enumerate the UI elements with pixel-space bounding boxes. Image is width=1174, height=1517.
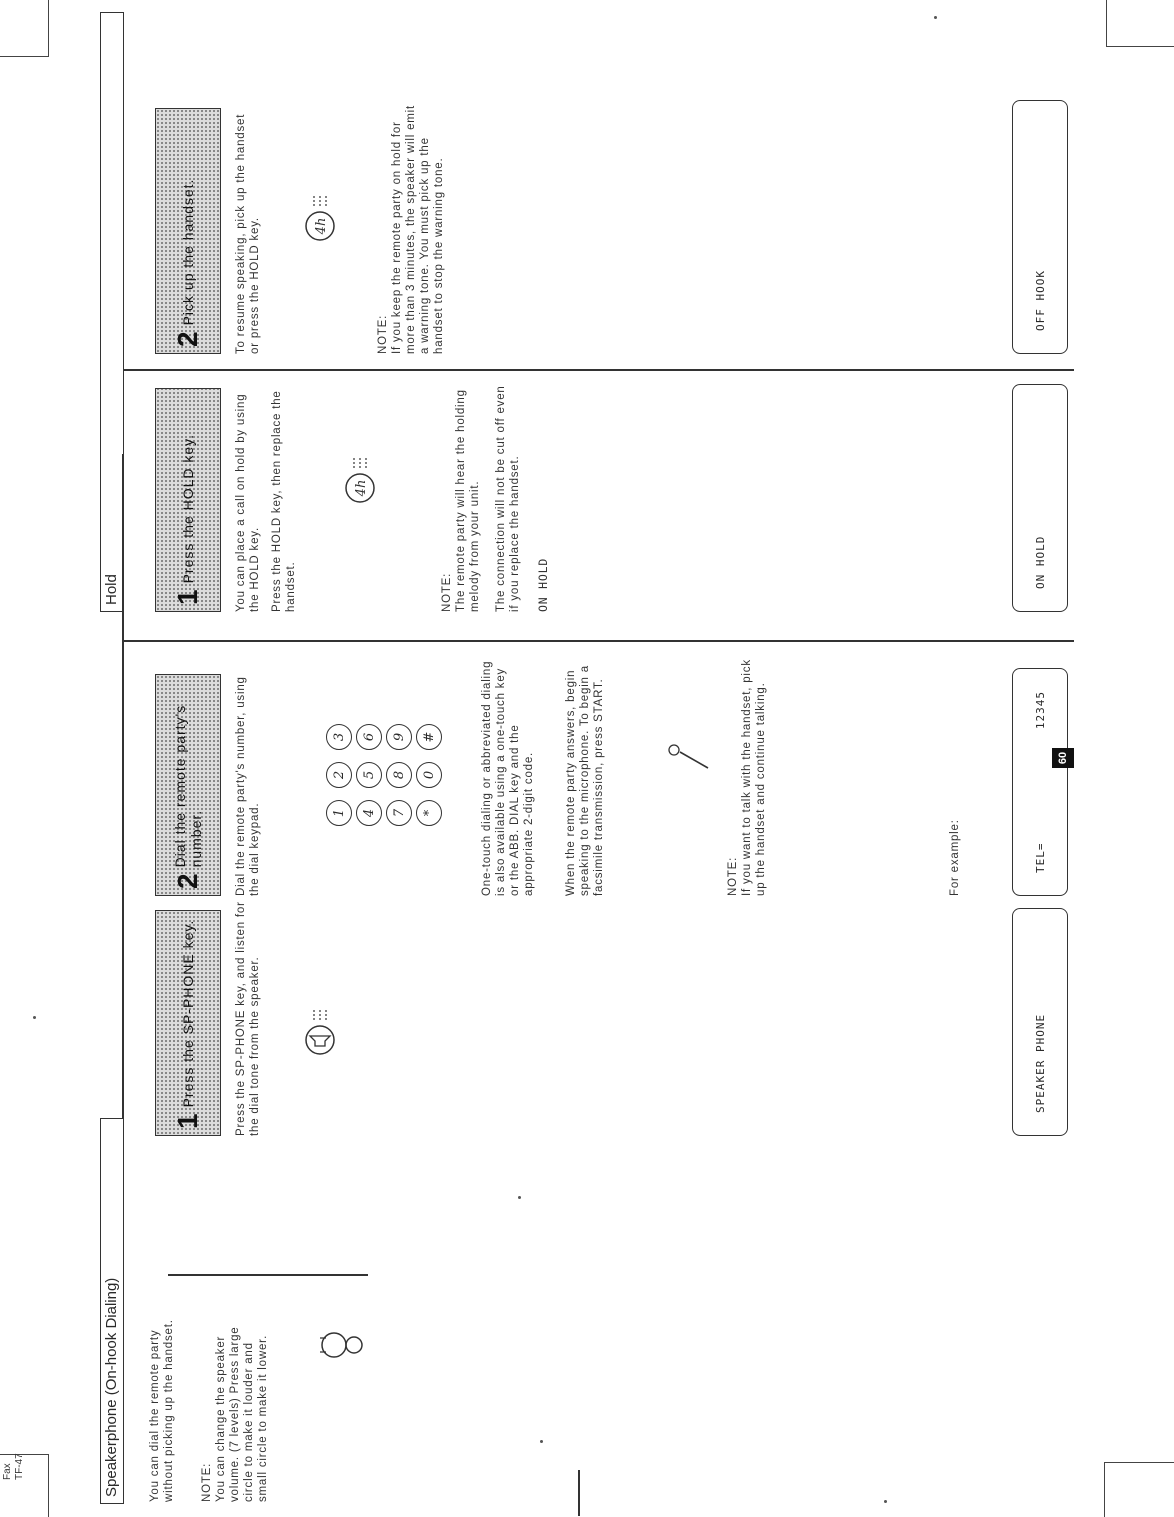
speakerphone-note: You can change the speaker volume. (7 levels) Press large circle to make it louder and small circle to make it lower. [215,1326,269,1502]
lcd-text: OFF HOOK [1033,270,1047,331]
step-pick-up-handset [155,108,221,354]
keypad-key-6: 6 [356,724,382,750]
step-number: 1 [172,1113,203,1129]
hold-title-box [100,12,124,612]
dial-keypad [326,716,442,826]
hold-title: Hold [103,574,120,605]
keypad-key-4: 4 [356,800,382,826]
svg-text:4h: 4h [314,217,329,235]
lcd-text: SPEAKER PHONE [1033,1013,1047,1113]
step-number: 1 [172,589,203,605]
margin-label-line2: TF-47 [14,1453,25,1480]
keypad-key-9: 9 [386,724,412,750]
keypad-key-star: * [416,800,442,826]
speakerphone-title-box [100,1118,124,1504]
keypad-key-3: 3 [326,724,352,750]
speakerphone-intro: You can dial the remote party without picking up the handset. [149,1319,175,1502]
lcd-tel-label: TEL= [1033,842,1047,873]
step-title: Press the HOLD key. [180,433,196,584]
hold-on-hold-inline: ON HOLD [536,557,550,612]
handset-note-label: NOTE: [727,856,739,896]
step-title: Press the SP-PHONE key. [180,919,196,1108]
keypad-key-0: 0 [416,762,442,788]
lcd-tel-number [1012,668,1068,896]
keypad-key-7: 7 [386,800,412,826]
lcd-text: ON HOLD [1033,535,1047,589]
hold-timeout-note: If you keep the remote party on hold for more than 3 minutes, the speaker will emit a warning tone. You must pick up the handset to stop the warning tone. [391,105,445,354]
hold-timeout-note-label: NOTE: [377,314,389,354]
page-number: 60 [1052,748,1074,768]
sp-phone-key-icon [300,1004,340,1060]
keypad-key-hash: # [416,724,442,750]
lcd-on-hold [1012,384,1068,612]
svg-text:4h: 4h [354,479,369,497]
speakerphone-note-label: NOTE: [201,1462,213,1502]
keypad-key-5: 5 [356,762,382,788]
volume-key-icon [320,1324,366,1366]
step-press-sp-phone [155,910,221,1136]
column-divider-1 [168,1275,368,1277]
remote-answers-info: When the remote party answers, begin speaking to the microphone. To begin a facsimile transmission, press START. [565,665,605,896]
step-title: Pick up the handset. [180,178,196,326]
hold-note: The remote party will hear the holding melody from your unit. [455,389,481,612]
column-divider-3 [124,370,1074,372]
margin-label-line1: Fax [2,1463,13,1480]
handset-note: If you want to talk with the handset, pick up the handset and continue talking. [741,659,767,896]
step-number: 2 [172,331,203,347]
lcd-speaker-phone [1012,908,1068,1136]
lcd-tel-value: 12345 [1033,691,1047,730]
step-title: Dial the remote party's number. [172,704,204,868]
step-number: 2 [172,873,203,889]
step-press-hold [155,388,221,612]
speakerphone-title: Speakerphone (On-hook Dialing) [103,1277,120,1497]
dial-instructions: Dial the remote party's number, using the dial keypad. [235,676,261,896]
column-divider-2 [124,641,1074,643]
resume-instructions: To resume speaking, pick up the handset or press the HOLD key. [235,113,261,354]
lcd-off-hook [1012,100,1068,354]
keypad-key-1: 1 [326,800,352,826]
hold-key-icon [340,452,380,508]
keypad-key-2: 2 [326,762,352,788]
sp-phone-instructions: Press the SP-PHONE key, and listen for the dial tone from the speaker. [235,901,261,1136]
keypad-key-8: 8 [386,762,412,788]
hold-instructions: You can place a call on hold by using the HOLD key. [235,393,261,612]
one-touch-info: One-touch dialing or abbreviated dialing is also available using a one-touch key or the ABB. DIAL key and the appropriate 2-digit code. [481,660,535,896]
hold-note-label: NOTE: [441,572,453,612]
step-dial-number [155,674,221,896]
hold-key-icon-2 [300,190,340,246]
hold-replace-handset: Press the HOLD key, then replace the handset. [271,390,297,612]
microphone-icon [666,740,712,774]
for-example-label: For example: [949,819,961,896]
hold-note-connection: The connection will not be cut off even if you replace the handset. [495,385,521,612]
